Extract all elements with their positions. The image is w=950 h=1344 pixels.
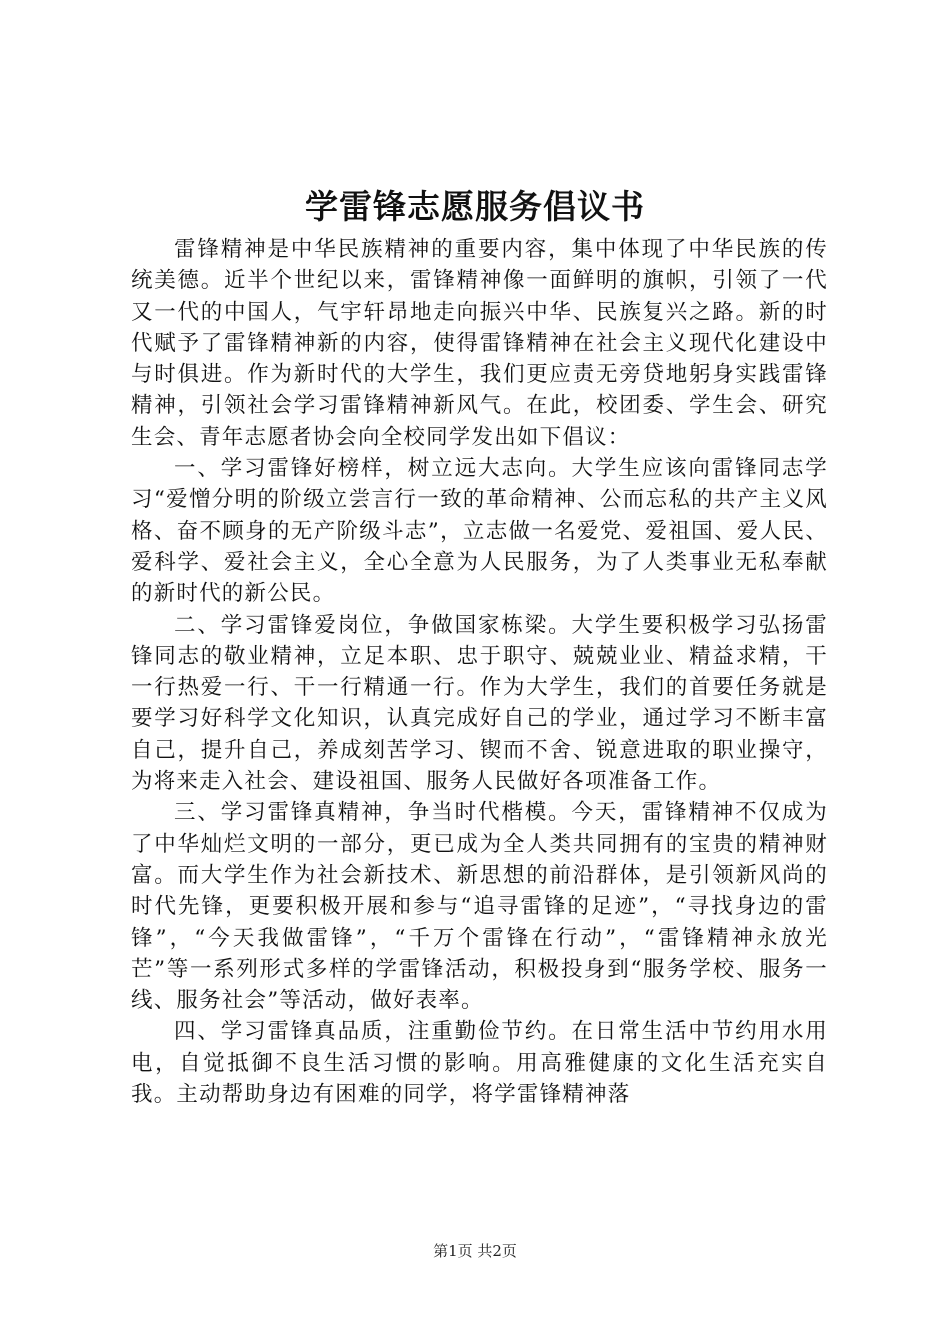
document-title: 学雷锋志愿服务倡议书 xyxy=(305,187,645,226)
page-number-footer: 第1页 共2页 xyxy=(433,1242,517,1260)
document-body xyxy=(131,234,828,1110)
paragraph-proposal-1: 一、学习雷锋好榜样，树立远大志向。大学生应该向雷锋同志学习“爱憎分明的阶级立尝言行一致的革命精神、公而忘私的共产主义风格、奋不顾身的无产阶级斗志”，立志做一名爱党、爱祖国、爱人民、爱科学、爱社会主义，全心全意为人民服务，为了人类事业无私奉献的新时代的新公民。 xyxy=(131,456,828,607)
paragraph-intro: 雷锋精神是中华民族精神的重要内容，集中体现了中华民族的传统美德。近半个世纪以来，雷锋精神像一面鲜明的旗帜，引领了一代又一代的中国人，气宇轩昂地走向振兴中华、民族复兴之路。新的时代赋予了雷锋精神新的内容，使得雷锋精神在社会主义现代化建设中与时俱进。作为新时代的大学生，我们更应责无旁贷地躬身实践雷锋精神，引领社会学习雷锋精神新风气。在此，校团委、学生会、研究生会、青年志愿者协会向全校同学发出如下倡议： xyxy=(131,237,828,450)
paragraph-proposal-4: 四、学习雷锋真品质，注重勤俭节约。在日常生活中节约用水用电，自觉抵御不良生活习惯的影响。用高雅健康的文化生活充实自我。主动帮助身边有困难的同学，将学雷锋精神落 xyxy=(131,1019,828,1108)
paragraph-proposal-3: 三、学习雷锋真精神，争当时代楷模。今天，雷锋精神不仅成为了中华灿烂文明的一部分，更已成为全人类共同拥有的宝贵的精神财富。而大学生作为社会新技术、新思想的前沿群体，是引领新风尚的时代先锋，更要积极开展和参与“追寻雷锋的足迹”，“寻找身边的雷锋”，“今天我做雷锋”，“千万个雷锋在行动”，“雷锋精神永放光芒”等一系列形式多样的学雷锋活动，积极投身到“服务学校、服务一线、服务社会”等活动，做好表率。 xyxy=(131,800,828,1014)
paragraph-proposal-2: 二、学习雷锋爱岗位，争做国家栋梁。大学生要积极学习弘扬雷锋同志的敬业精神，立足本职、忠于职守、兢兢业业、精益求精，干一行热爱一行、干一行精通一行。作为大学生，我们的首要任务就是要学习好科学文化知识，认真完成好自己的学业，通过学习不断丰富自己，提升自己，养成刻苦学习、锲而不舍、锐意进取的职业操守，为将来走入社会、建设祖国、服务人民做好各项准备工作。 xyxy=(131,612,828,795)
